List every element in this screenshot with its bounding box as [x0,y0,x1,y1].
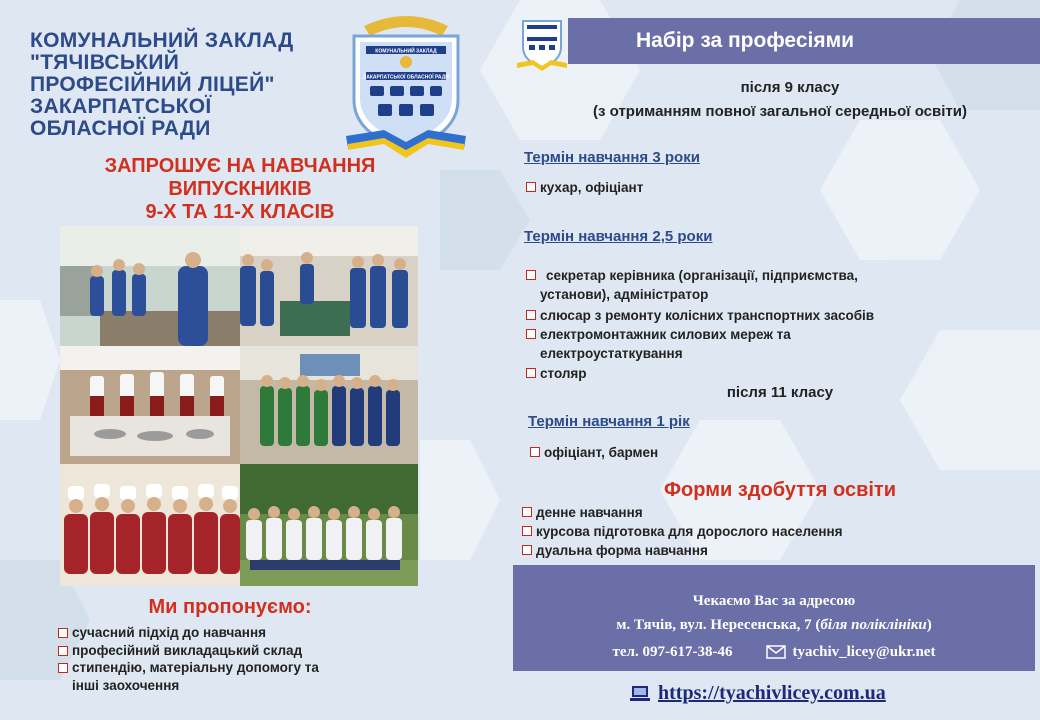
after-9-grade: після 9 класу [740,79,840,96]
photo-chefs-group [60,464,240,586]
emblem-text-bottom: ЗАКАРПАТСЬКОЇ ОБЛАСНОЇ РАДИ [363,74,449,81]
term-2-5-item: секретар керівника (організації, підприємства, [526,266,858,285]
invite-line: ВИПУСКНИКІВ [168,178,312,200]
address-end: ) [926,617,932,633]
offer-item-continuation: інші заохочення [72,677,180,693]
photo-workshop [240,226,418,346]
term-1-year: Термін навчання 1 рік [528,413,690,430]
term-1-item: офіціант, бармен [530,443,658,462]
form-item: курсова підготовка для дорослого населення [522,522,843,541]
photo-group-green [240,346,418,464]
admission-header: Набір за професіями [568,18,1040,64]
contacts-row [513,640,1035,664]
term-2-5-item: столяр [526,364,587,383]
offer-item: стипендію, матеріальну допомогу та [58,659,418,677]
website-link[interactable]: https://tyachivlicey.com.ua [658,682,886,704]
school-name-line: ПРОФЕСІЙНИЙ ЛІЦЕЙ" [30,73,275,96]
mail-icon [766,645,786,659]
term-3-item: кухар, офіціант [526,178,643,197]
address-box [513,565,1035,671]
offer-title: Ми пропонуємо: [148,596,312,618]
term-3-years: Термін навчання 3 роки [524,149,700,166]
computer-icon [630,685,650,703]
photo-cooking-class [60,346,240,464]
after-9-note: (з отриманням повної загальної середньої освіти) [593,103,967,120]
invite-line: 9-Х ТА 11-Х КЛАСІВ [145,201,335,223]
school-name-line: ОБЛАСНОЇ РАДИ [30,117,211,140]
address-invite: Чекаємо Вас за адресою [692,593,856,609]
school-name-line: КОМУНАЛЬНИЙ ЗАКЛАД [30,29,294,52]
small-emblem-icon [517,17,567,71]
address-landmark: біля поліклініки [820,617,927,633]
website-link-row [630,682,970,705]
address-line [513,613,1035,637]
school-name-line: ЗАКАРПАТСЬКОЇ [30,95,212,118]
address-main: м. Тячів, вул. Нересенська, 7 ( [616,617,821,633]
invite-line: ЗАПРОШУЄ НА НАВЧАННЯ [104,155,376,177]
after-11-grade: після 11 класу [726,384,834,401]
emblem-text-top: КОМУНАЛЬНИЙ ЗАКЛАД [375,48,437,55]
invitation-text [60,155,420,224]
phone-number: тел. 097-617-38-46 [612,644,733,660]
email-address[interactable]: tyachiv_licey@ukr.net [792,644,936,660]
school-name [30,30,350,140]
photo-outdoor-group [240,464,418,586]
offer-item: професійний викладацький склад [58,642,418,660]
forms-title: Форми здобуття освіти [663,479,897,501]
form-item: денне навчання [522,503,643,522]
term-2-5-item: слюсар з ремонту колісних транспортних засобів [526,306,874,325]
email-group [766,640,935,664]
offer-item: сучасний підхід до навчання [58,624,418,642]
offer-list [58,624,418,694]
photo-lab-students [60,226,240,346]
term-2-5-item-continuation: установи), адміністратор [540,287,709,302]
term-2-5-item: електромонтажник силових мереж та [526,325,791,344]
school-emblem-icon [344,12,468,158]
photo-collage [60,226,418,586]
term-2-5-item-continuation: електроустаткування [540,346,683,361]
school-name-line: "ТЯЧІВСЬКИЙ [30,51,180,74]
term-2-5-years: Термін навчання 2,5 роки [524,228,713,245]
form-item: дуальна форма навчання [522,541,708,560]
